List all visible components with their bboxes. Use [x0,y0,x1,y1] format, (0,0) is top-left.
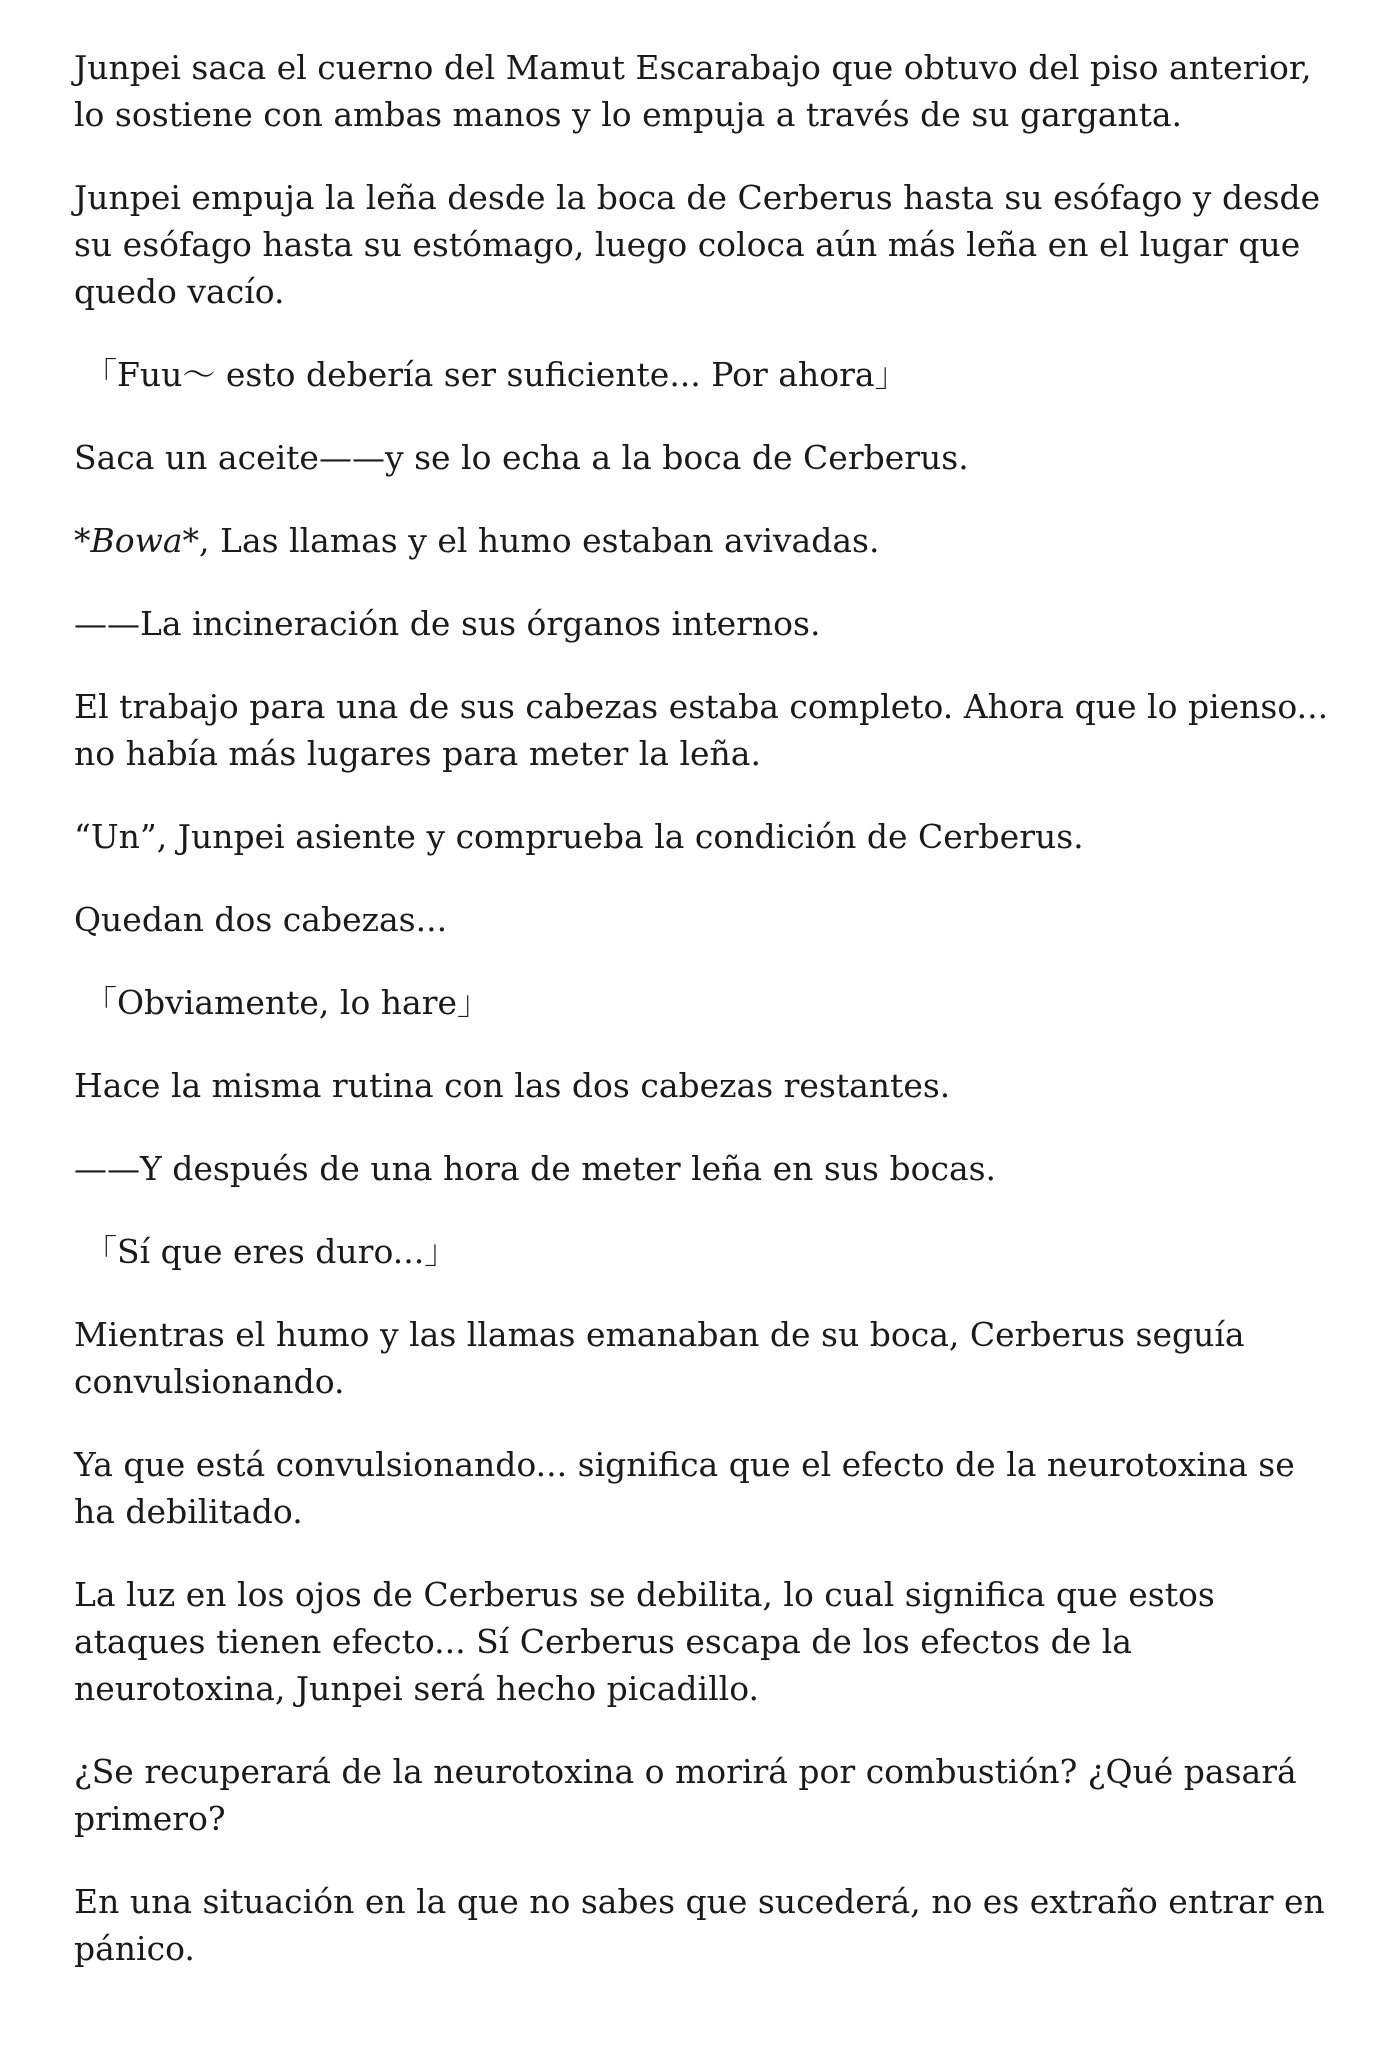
dialogue-line-2: 「Obviamente, lo hare」 [84,983,491,1022]
paragraph-7: El trabajo para una de sus cabezas estaba completo. Ahora que lo pienso... no había más lugares para meter la leña. [74,687,1329,773]
paragraph-17: ¿Se recuperará de la neurotoxina o morirá por combustión? ¿Qué pasará primero? [74,1752,1297,1838]
document-body [74,44,1334,2008]
paragraph-6: ——La incineración de sus órganos internos. [74,604,821,643]
sound-effect: *Bowa* [74,521,200,560]
paragraph-15: Ya que está convulsionando... significa que el efecto de la neurotoxina se ha debilitado. [74,1445,1295,1531]
paragraph-14: Mientras el humo y las llamas emanaban de su boca, Cerberus seguía convulsionando. [74,1315,1245,1401]
paragraph-2: Junpei empuja la leña desde la boca de Cerberus hasta su esófago y desde su esófago hasta su estómago, luego coloca aún más leña en el lugar que quedo vacío. [74,178,1321,311]
dialogue-line-1: 「Fuu〜 esto debería ser suficiente... Por ahora」 [84,355,908,394]
paragraph-8: “Un”, Junpei asiente y comprueba la condición de Cerberus. [74,817,1084,856]
paragraph-18: En una situación en la que no sabes que sucederá, no es extraño entrar en pánico. [74,1882,1325,1968]
paragraph-1: Junpei saca el cuerno del Mamut Escarabajo que obtuvo del piso anterior, lo sostiene con ambas manos y lo empuja a través de su garganta. [74,48,1312,134]
dialogue-line-3: 「Sí que eres duro...」 [84,1232,458,1271]
paragraph-12: ——Y después de una hora de meter leña en sus bocas. [74,1149,997,1188]
paragraph-5 [74,517,1334,564]
paragraph-16: La luz en los ojos de Cerberus se debilita, lo cual significa que estos ataques tienen efecto... Sí Cerberus escapa de los efectos de la neurotoxina, Junpei será hecho picadillo. [74,1575,1215,1708]
paragraph-5-text: , Las llamas y el humo estaban avivadas. [199,521,880,560]
paragraph-9: Quedan dos cabezas... [74,900,448,939]
paragraph-11: Hace la misma rutina con las dos cabezas restantes. [74,1066,951,1105]
paragraph-4: Saca un aceite——y se lo echa a la boca de Cerberus. [74,438,969,477]
